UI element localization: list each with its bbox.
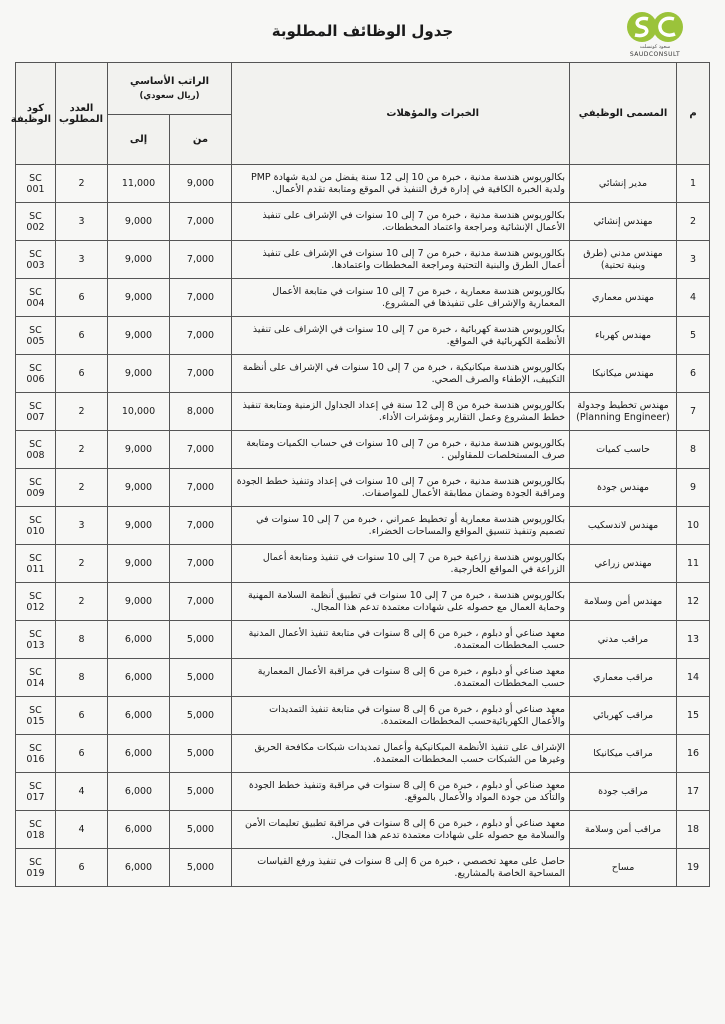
cell-salary-from: 7,000: [170, 431, 232, 469]
cell-num: 4: [677, 279, 710, 317]
cell-qualifications: بكالوريوس هندسة كهربائية ، خبرة من 7 إلى 10 سنوات في الإشراف على تنفيذ الأنظمة الكهربائية في المواقع.: [232, 317, 570, 355]
header-salary-to: إلى: [108, 115, 170, 165]
cell-count: 6: [56, 849, 108, 887]
cell-num: 15: [677, 697, 710, 735]
cell-count: 2: [56, 469, 108, 507]
cell-count: 8: [56, 659, 108, 697]
table-row: [16, 431, 710, 469]
header-num: م: [677, 63, 710, 165]
cell-num: 6: [677, 355, 710, 393]
cell-qualifications: معهد صناعي أو دبلوم ، خبرة من 6 إلى 8 سنوات في مراقبة وتنفيذ خطط الجودة والتأكد من جودة المواد والأعمال بالموقع.: [232, 773, 570, 811]
company-logo: [618, 10, 692, 62]
cell-salary-to: 6,000: [108, 697, 170, 735]
cell-job-title: مدير إنشائي: [570, 165, 677, 203]
cell-count: 4: [56, 773, 108, 811]
cell-salary-to: 6,000: [108, 735, 170, 773]
cell-qualifications: بكالوريوس هندسة خبرة من 8 إلى 12 سنة في إعداد الجداول الزمنية ومتابعة تنفيذ خطط المشروع وعمل التقارير ومؤشرات الأداء.: [232, 393, 570, 431]
cell-count: 3: [56, 241, 108, 279]
cell-code: SC 017: [16, 773, 56, 811]
cell-salary-to: 9,000: [108, 583, 170, 621]
cell-count: 6: [56, 355, 108, 393]
cell-salary-from: 5,000: [170, 659, 232, 697]
cell-qualifications: بكالوريوس هندسة زراعية خبرة من 7 إلى 10 سنوات في تنفيذ ومتابعة أعمال الزراعة في المواقع الخارجية.: [232, 545, 570, 583]
cell-salary-to: 6,000: [108, 773, 170, 811]
cell-salary-to: 6,000: [108, 621, 170, 659]
table-row: [16, 469, 710, 507]
cell-num: 8: [677, 431, 710, 469]
cell-salary-from: 5,000: [170, 773, 232, 811]
cell-job-title: مراقب جودة: [570, 773, 677, 811]
cell-salary-from: 7,000: [170, 203, 232, 241]
cell-count: 2: [56, 583, 108, 621]
cell-salary-to: 10,000: [108, 393, 170, 431]
cell-code: SC 019: [16, 849, 56, 887]
cell-code: SC 018: [16, 811, 56, 849]
header-salary-label: الراتب الأساسي: [129, 75, 210, 87]
cell-salary-from: 7,000: [170, 545, 232, 583]
logo-mark-icon: [622, 10, 688, 44]
cell-salary-to: 9,000: [108, 507, 170, 545]
cell-code: SC 003: [16, 241, 56, 279]
cell-num: 14: [677, 659, 710, 697]
cell-job-title: مهندس أمن وسلامة: [570, 583, 677, 621]
cell-code: SC 009: [16, 469, 56, 507]
cell-qualifications: معهد صناعي أو دبلوم ، خبرة من 6 إلى 8 سنوات في مراقبة تطبيق تعليمات الأمن والسلامة مع حصوله على شهادات معتمدة تدعم هذا المجال.: [232, 811, 570, 849]
cell-count: 2: [56, 431, 108, 469]
cell-num: 7: [677, 393, 710, 431]
cell-salary-from: 7,000: [170, 279, 232, 317]
cell-code: SC 005: [16, 317, 56, 355]
cell-job-title: مراقب ميكانيكا: [570, 735, 677, 773]
cell-salary-to: 9,000: [108, 431, 170, 469]
cell-job-title: مهندس ميكانيكا: [570, 355, 677, 393]
cell-salary-from: 5,000: [170, 621, 232, 659]
cell-salary-to: 9,000: [108, 279, 170, 317]
table-row: [16, 659, 710, 697]
cell-count: 3: [56, 507, 108, 545]
cell-code: SC 008: [16, 431, 56, 469]
cell-num: 1: [677, 165, 710, 203]
table-row: [16, 507, 710, 545]
cell-qualifications: بكالوريوس هندسة مدنية ، خبرة من 7 إلى 10 سنوات في إعداد وتنفيذ خطط الجودة ومراقبة الجودة وضمان مطابقة الأعمال للمواصفات.: [232, 469, 570, 507]
cell-count: 6: [56, 317, 108, 355]
cell-qualifications: بكالوريوس هندسة مدنية ، خبرة من 10 إلى 12 سنة يفضل من لدية شهادة PMP ولدية الخبرة الكافية في إدارة فرق التنفيذ في الموقع ومتابعة تقدم الأعمال.: [232, 165, 570, 203]
cell-num: 19: [677, 849, 710, 887]
table-row: [16, 811, 710, 849]
header-qualifications: الخبرات والمؤهلات: [232, 63, 570, 165]
cell-code: SC 016: [16, 735, 56, 773]
cell-job-title: مهندس معماري: [570, 279, 677, 317]
cell-num: 16: [677, 735, 710, 773]
header-job-title: المسمى الوظيفي: [570, 63, 677, 165]
cell-code: SC 011: [16, 545, 56, 583]
cell-code: SC 004: [16, 279, 56, 317]
cell-num: 18: [677, 811, 710, 849]
cell-salary-from: 5,000: [170, 811, 232, 849]
table-row: [16, 203, 710, 241]
cell-salary-to: 9,000: [108, 469, 170, 507]
cell-count: 3: [56, 203, 108, 241]
cell-num: 17: [677, 773, 710, 811]
cell-job-title: مساح: [570, 849, 677, 887]
cell-job-title: مهندس لاندسكيب: [570, 507, 677, 545]
cell-qualifications: بكالوريوس هندسة ، خبرة من 7 إلى 10 سنوات في تطبيق أنظمة السلامة المهنية وحماية العمال مع حصوله على شهادات معتمدة تدعم هذا المجال.: [232, 583, 570, 621]
cell-salary-from: 5,000: [170, 735, 232, 773]
cell-qualifications: بكالوريوس هندسة مدنية ، خبرة من 7 إلى 10 سنوات في الإشراف على تنفيذ أعمال الطرق والبنية التحتية ومراجعة المخططات واعتمادها.: [232, 241, 570, 279]
cell-salary-from: 9,000: [170, 165, 232, 203]
cell-code: SC 006: [16, 355, 56, 393]
cell-qualifications: حاصل على معهد تخصصي ، خبرة من 6 إلى 8 سنوات في تنفيذ ورفع القياسات المساحية الخاصة بالمشاريع.: [232, 849, 570, 887]
cell-count: 2: [56, 545, 108, 583]
cell-qualifications: بكالوريوس هندسة معمارية ، خبرة من 7 إلى 10 سنوات في متابعة الأعمال المعمارية والإشراف على تنفيذها في المشروع.: [232, 279, 570, 317]
cell-job-title: مهندس كهرباء: [570, 317, 677, 355]
cell-salary-from: 5,000: [170, 697, 232, 735]
cell-qualifications: الإشراف على تنفيذ الأنظمة الميكانيكية وأعمال تمديدات شبكات مكافحة الحريق وغيرها من الشبكات حسب المخططات المعتمدة.: [232, 735, 570, 773]
cell-num: 12: [677, 583, 710, 621]
header-salary: [108, 63, 232, 115]
cell-count: 2: [56, 393, 108, 431]
cell-qualifications: بكالوريوس هندسة مدنية ، خبرة من 7 إلى 10 سنوات في حساب الكميات ومتابعة صرف المستخلصات للمقاولين .: [232, 431, 570, 469]
table-row: [16, 317, 710, 355]
cell-num: 3: [677, 241, 710, 279]
cell-qualifications: معهد صناعي أو دبلوم ، خبرة من 6 إلى 8 سنوات في متابعة تنفيذ الأعمال المدنية حسب المخططات المعتمدة.: [232, 621, 570, 659]
cell-job-title: مهندس زراعي: [570, 545, 677, 583]
cell-job-title: مراقب كهربائي: [570, 697, 677, 735]
header-salary-unit: (ريال سعودي): [139, 90, 200, 101]
cell-job-title: مهندس إنشائي: [570, 203, 677, 241]
cell-job-title: مراقب معماري: [570, 659, 677, 697]
cell-code: SC 015: [16, 697, 56, 735]
table-row: [16, 849, 710, 887]
cell-code: SC 012: [16, 583, 56, 621]
cell-count: 2: [56, 165, 108, 203]
cell-num: 13: [677, 621, 710, 659]
cell-salary-to: 6,000: [108, 811, 170, 849]
cell-salary-to: 6,000: [108, 659, 170, 697]
cell-qualifications: بكالوريوس هندسة معمارية أو تخطيط عمراني ، خبرة من 7 إلى 10 سنوات في تصميم وتنفيذ تنسيق المواقع والمساحات الخضراء.: [232, 507, 570, 545]
cell-num: 9: [677, 469, 710, 507]
cell-salary-to: 6,000: [108, 849, 170, 887]
cell-salary-from: 8,000: [170, 393, 232, 431]
table-row: [16, 621, 710, 659]
cell-num: 10: [677, 507, 710, 545]
table-row: [16, 697, 710, 735]
jobs-table: [10, 62, 710, 887]
cell-job-title: حاسب كميات: [570, 431, 677, 469]
cell-salary-to: 9,000: [108, 203, 170, 241]
cell-code: SC 010: [16, 507, 56, 545]
cell-num: 2: [677, 203, 710, 241]
cell-salary-to: 9,000: [108, 241, 170, 279]
header-count: العدد المطلوب: [56, 63, 108, 165]
cell-count: 6: [56, 279, 108, 317]
cell-job-title: مهندس جودة: [570, 469, 677, 507]
table-row: [16, 165, 710, 203]
cell-count: 6: [56, 697, 108, 735]
cell-salary-from: 5,000: [170, 849, 232, 887]
cell-code: SC 013: [16, 621, 56, 659]
page-title: جدول الوظائف المطلوبة: [271, 22, 454, 40]
cell-code: SC 001: [16, 165, 56, 203]
table-row: [16, 545, 710, 583]
cell-salary-to: 11,000: [108, 165, 170, 203]
table-row: [16, 583, 710, 621]
cell-num: 11: [677, 545, 710, 583]
cell-count: 4: [56, 811, 108, 849]
table-row: [16, 735, 710, 773]
table-row: [16, 241, 710, 279]
table-row: [16, 355, 710, 393]
cell-job-title: مهندس تخطيط وجدولة (Planning Engineer): [570, 393, 677, 431]
cell-count: 8: [56, 621, 108, 659]
cell-code: SC 007: [16, 393, 56, 431]
cell-code: SC 014: [16, 659, 56, 697]
header-code: كود الوظيفة: [16, 63, 56, 165]
cell-job-title: مهندس مدني (طرق وبنية تحتية): [570, 241, 677, 279]
logo-english-name: SAUDCONSULT: [629, 51, 681, 58]
cell-salary-from: 7,000: [170, 355, 232, 393]
cell-qualifications: معهد صناعي أو دبلوم ، خبرة من 6 إلى 8 سنوات في متابعة تنفيذ التمديدات والأعمال الكهربائيةحسب المخططات المعتمدة.: [232, 697, 570, 735]
cell-salary-from: 7,000: [170, 469, 232, 507]
cell-qualifications: بكالوريوس هندسة ميكانيكية ، خبرة من 7 إلى 10 سنوات في الإشراف على أنظمة التكييف، الإطفاء والصرف الصحي.: [232, 355, 570, 393]
cell-salary-from: 7,000: [170, 583, 232, 621]
cell-salary-from: 7,000: [170, 317, 232, 355]
table-row: [16, 393, 710, 431]
cell-salary-to: 9,000: [108, 355, 170, 393]
cell-salary-to: 9,000: [108, 545, 170, 583]
cell-salary-from: 7,000: [170, 241, 232, 279]
cell-salary-to: 9,000: [108, 317, 170, 355]
cell-code: SC 002: [16, 203, 56, 241]
cell-qualifications: بكالوريوس هندسة مدنية ، خبرة من 7 إلى 10 سنوات في الإشراف على تنفيذ الأعمال الإنشائية ومراجعة واعتماد المخططات.: [232, 203, 570, 241]
cell-qualifications: معهد صناعي أو دبلوم ، خبرة من 6 إلى 8 سنوات في مراقبة الأعمال المعمارية حسب المخططات المعتمدة.: [232, 659, 570, 697]
logo-arabic-name: سعود كونسلت: [639, 44, 671, 50]
cell-job-title: مراقب أمن وسلامة: [570, 811, 677, 849]
table-row: [16, 773, 710, 811]
cell-num: 5: [677, 317, 710, 355]
cell-count: 6: [56, 735, 108, 773]
table-row: [16, 279, 710, 317]
cell-job-title: مراقب مدني: [570, 621, 677, 659]
cell-salary-from: 7,000: [170, 507, 232, 545]
header-salary-from: من: [170, 115, 232, 165]
